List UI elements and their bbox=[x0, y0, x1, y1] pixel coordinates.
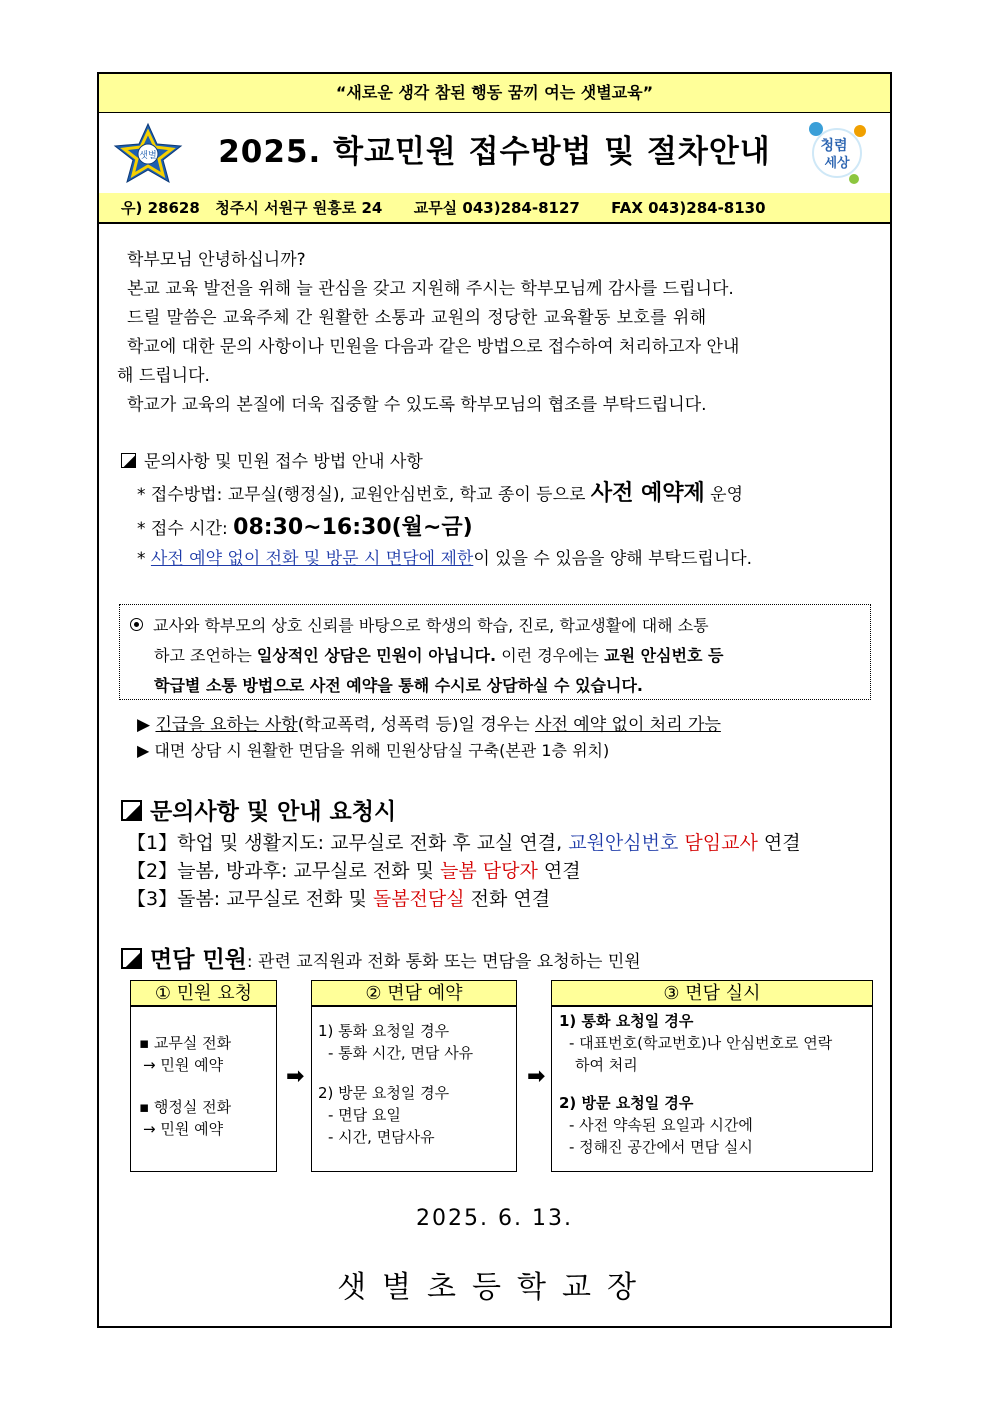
intro-line: 학부모님 안녕하십니까? bbox=[127, 250, 306, 270]
flow-arrow-icon: ➡ bbox=[527, 1064, 546, 1089]
signer-name: 샛별초등학교장 bbox=[337, 1270, 652, 1305]
restriction-note: * 사전 예약 없이 전화 및 방문 시 면담에 제한이 있을 수 있음을 양해 부탁드립니다. bbox=[137, 549, 753, 569]
method-line: * 접수방법: 교무실(행정실), 교원안심번호, 학교 종이 등으로 사전 예약제 운영 bbox=[137, 481, 744, 506]
intro-line: 학교에 대한 문의 사항이나 민원을 다음과 같은 방법으로 접수하여 처리하고자 안내 bbox=[127, 337, 740, 357]
section3-heading: 면담 민원: 관련 교직원과 전화 통화 또는 면담을 요청하는 민원 bbox=[121, 941, 641, 974]
counseling-room-note: ▶ 대면 상담 시 원활한 면담을 위해 민원상담실 구축(본관 1층 위치) bbox=[137, 741, 610, 760]
title-bar bbox=[99, 112, 890, 194]
consultation-notice-box: 교사와 학부모의 상호 신뢰를 바탕으로 학생의 학습, 진로, 학교생활에 대해 소통 하고 조언하는 일상적인 상담은 민원이 아닙니다. 이런 경우에는 교원 안심번호 등 학급별 소통 방법으로 사전 예약을 통해 수시로 상담하실 수 있습니다. bbox=[119, 604, 871, 700]
intro-line: 학교가 교육의 본질에 더욱 집중할 수 있도록 학부모님의 협조를 부탁드립니다. bbox=[127, 395, 707, 415]
svg-text:샛별: 샛별 bbox=[139, 151, 157, 161]
step2-text: 1) 통화 요청일 경우 - 통화 시간, 면담 사유 2) 방문 요청일 경우 - 면담 요일 - 시간, 면담사유 bbox=[318, 1022, 474, 1146]
svg-text:청렴: 청렴 bbox=[820, 138, 848, 154]
section1-heading: 문의사항 및 민원 접수 방법 안내 사항 bbox=[121, 447, 423, 472]
section2-heading: 문의사항 및 안내 요청시 bbox=[121, 793, 396, 826]
inquiry-item-1: 【1】학업 및 생활지도: 교무실로 전화 후 교실 연결, 교원안심번호 담임교사 연결 bbox=[127, 832, 801, 854]
step3-text: 1) 통화 요청일 경우 - 대표번호(학교번호)나 안심번호로 연락 하여 처리 2) 방문 요청일 경우 - 사전 약속된 요일과 시간에 - 정해진 공간에서 면담 실시 bbox=[559, 1012, 833, 1156]
radio-bullet-icon bbox=[130, 618, 143, 631]
intro-line: 해 드립니다. bbox=[117, 366, 210, 386]
intro-paragraph bbox=[117, 246, 877, 420]
emergency-note: ▶ 긴급을 요하는 사항(학교폭력, 성폭력 등)일 경우는 사전 예약 없이 처리 가능 bbox=[137, 715, 721, 735]
square-bullet-icon bbox=[121, 800, 142, 821]
step3-header: ③ 면담 실시 bbox=[551, 980, 873, 1006]
intro-line: 드릴 말씀은 교육주체 간 원활한 소통과 교원의 정당한 교육활동 보호를 위해 bbox=[127, 308, 707, 328]
step1-header: ① 민원 요청 bbox=[130, 980, 277, 1006]
time-line: * 접수 시간: 08:30~16:30(월~금) bbox=[137, 515, 473, 540]
square-bullet-icon bbox=[121, 948, 142, 969]
intro-line: 본교 교육 발전을 위해 늘 관심을 갖고 지원해 주시는 학부모님께 감사를 드립니다. bbox=[127, 279, 734, 299]
slogan-banner: “새로운 생각 참된 행동 꿈끼 여는 샛별교육” bbox=[99, 74, 890, 113]
issue-date: 2025. 6. 13. bbox=[416, 1206, 573, 1231]
square-bullet-icon bbox=[121, 453, 136, 468]
integrity-logo-icon bbox=[804, 117, 870, 187]
address-bar: 우) 28628 청주시 서원구 원흥로 24 교무실 043)284-8127 FAX 043)284-8130 bbox=[99, 193, 890, 224]
page-title: 2025. 학교민원 접수방법 및 절차안내 bbox=[218, 134, 771, 170]
notice-document bbox=[97, 72, 892, 1328]
step2-header: ② 면담 예약 bbox=[311, 980, 517, 1006]
inquiry-item-2: 【2】늘봄, 방과후: 교무실로 전화 및 늘봄 담당자 연결 bbox=[127, 860, 581, 882]
flow-arrow-icon: ➡ bbox=[286, 1064, 305, 1089]
inquiry-item-3: 【3】돌봄: 교무실로 전화 및 돌봄전담실 전화 연결 bbox=[127, 888, 551, 910]
svg-text:세상: 세상 bbox=[824, 156, 850, 171]
step1-text: ▪ 교무실 전화 → 민원 예약 ▪ 행정실 전화 → 민원 예약 bbox=[139, 1034, 232, 1138]
